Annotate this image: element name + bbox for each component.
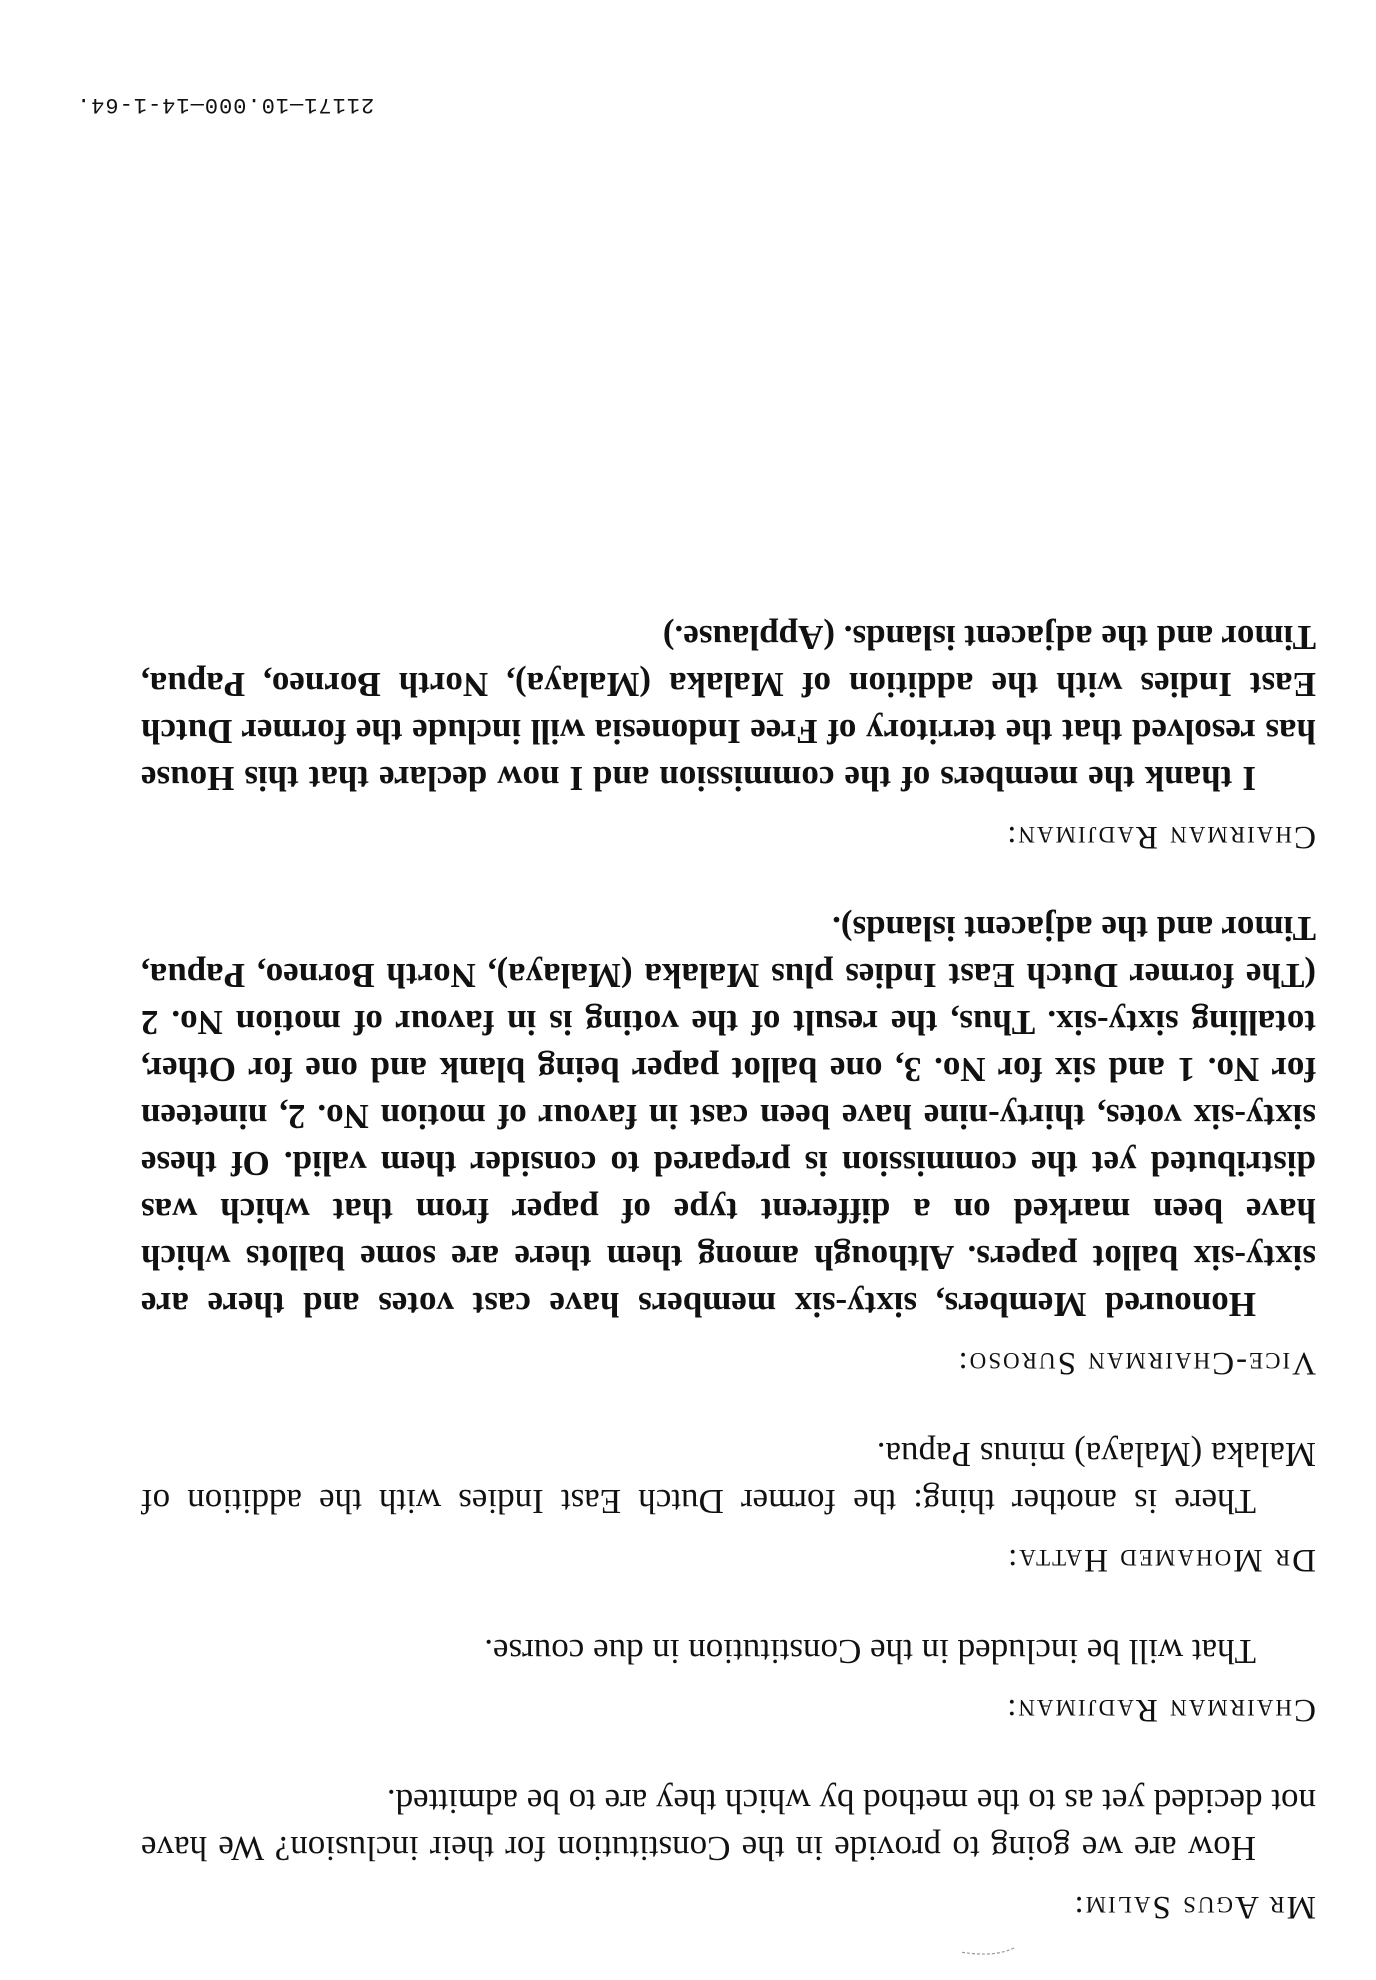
- section-chairman-radjiman-2: [76, 614, 1316, 855]
- section-mohamed-hatta: [76, 1431, 1316, 1578]
- section-agus-salim: [76, 1778, 1316, 1925]
- speech-paragraph: Honoured Members, sixty-six members have cast votes and there are sixty-six ballot papers. Although among them there are some ballots which have been marked on a different type of paper from that which was distributed yet the commission is prepared to consider them valid. Of these sixty-six votes, thirty-nine have been cast in favour of motion No. 2, nineteen for No. 1 and six for No. 3, one ballot paper being blank and one for Other, totalling sixty-six. Thus, the result of the voting is in favour of motion No. 2 (The former Dutch East Indies plus Malaka (Malaya), North Borneo, Papua, Timor and the adjacent islands).: [141, 909, 1316, 1324]
- speech-paragraph: There is another thing: the former Dutch East Indies with the addition of Malaka (Malaya) minus Papua.: [141, 1435, 1316, 1521]
- print-reference-code: 21171—10.000—14-1-64.: [76, 92, 375, 117]
- document-body: [76, 92, 1316, 1925]
- speaker-name: Chairman Radjiman:: [1005, 819, 1316, 855]
- section-vice-chairman-suroso: [76, 905, 1316, 1381]
- ink-smudge-mark: [956, 1944, 1016, 1958]
- speech-paragraph: How are we going to provide in the Constitution for their inclusion? We have not decided yet as to the method by which they are to be admitted.: [141, 1782, 1316, 1868]
- speaker-name: Vice-Chairman Suroso:: [956, 1345, 1316, 1381]
- speaker-name: Dr Mohamed Hatta:: [1006, 1542, 1316, 1578]
- speech-paragraph: That will be included in the Constitution in due course.: [484, 1632, 1256, 1671]
- speaker-name: Chairman Radjiman:: [1005, 1692, 1316, 1728]
- section-chairman-radjiman-1: [76, 1628, 1316, 1728]
- speech-paragraph: I thank the members of the commission and I now declare that this House has resolved that the territory of Free Indonesia will include the former Dutch East Indies with the addition of Malaka (Malaya), North Borneo, Papua, Timor and the adjacent islands. (Applause.): [141, 618, 1316, 798]
- speaker-name: Mr Agus Salim:: [1072, 1889, 1316, 1925]
